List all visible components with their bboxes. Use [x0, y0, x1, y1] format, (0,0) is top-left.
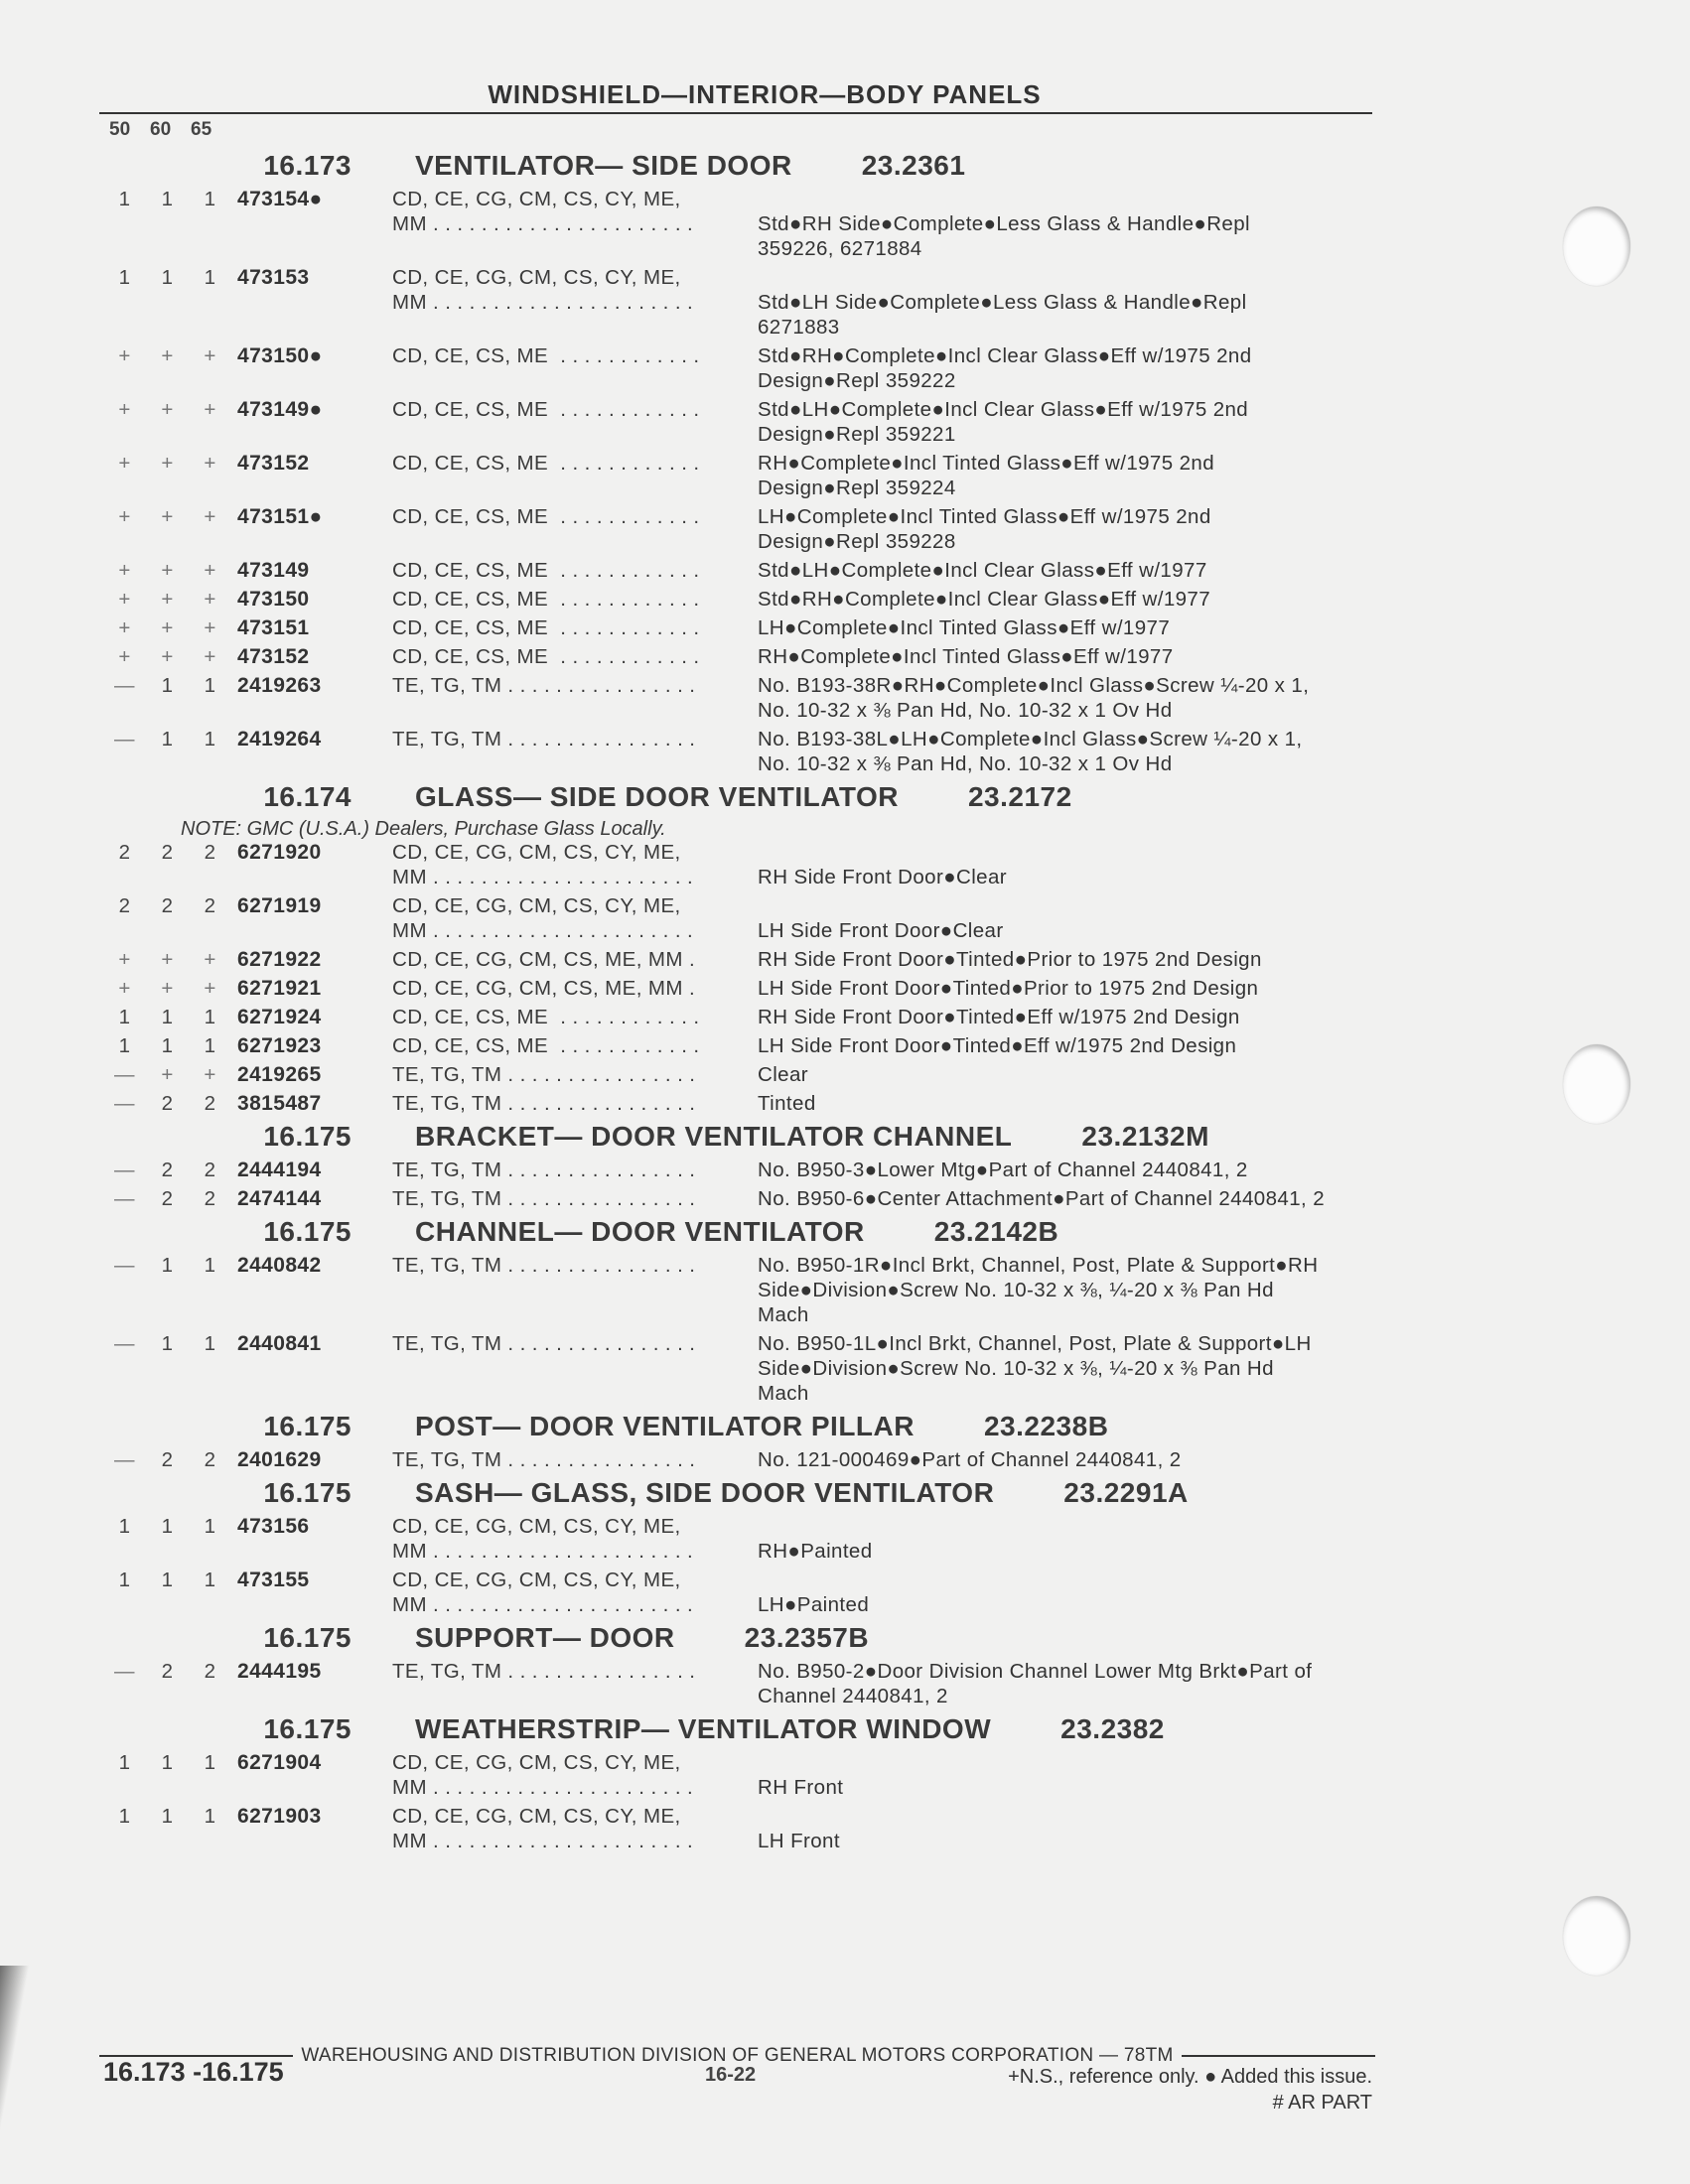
- part-description: Clear: [758, 1063, 808, 1086]
- part-number: 6271919: [237, 894, 322, 917]
- part-description: Std●LH●Complete●Incl Clear Glass●Eff w/1977: [758, 559, 1207, 582]
- quantity-cell: 2: [161, 1448, 174, 1471]
- part-row: [103, 1568, 1394, 1617]
- model-codes: TE, TG, TM . . . . . . . . . . . . . . . .: [392, 1254, 696, 1277]
- quantity-cell: +: [161, 398, 174, 421]
- quantity-cell: 2: [161, 894, 174, 917]
- section-number: 16.175: [263, 1622, 352, 1653]
- quantity-cell: +: [161, 948, 174, 971]
- part-number: 473152: [237, 452, 310, 475]
- part-description: Std●RH Side●Complete●Less Glass & Handle●Repl 359226, 6271884: [758, 212, 1250, 260]
- quantity-cell: 1: [204, 266, 216, 289]
- quantity-cell: 1: [161, 1034, 174, 1057]
- model-codes: CD, CE, CG, CM, CS, CY, ME, MM . . . . . . . . . . . . . . . . . . . . . .: [392, 1805, 694, 1852]
- part-description: RH●Painted: [758, 1540, 873, 1563]
- quantity-cell: +: [118, 948, 131, 971]
- section-heading: [103, 1472, 1394, 1514]
- part-description: LH●Painted: [758, 1593, 870, 1616]
- quantity-cell: +: [118, 977, 131, 1000]
- part-number: 6271921: [237, 977, 322, 1000]
- model-codes: CD, CE, CG, CM, CS, CY, ME, MM . . . . . . . . . . . . . . . . . . . . . .: [392, 1751, 694, 1799]
- part-row: [103, 504, 1394, 554]
- part-row: [103, 1091, 1394, 1116]
- quantity-cell: 1: [161, 1515, 174, 1538]
- part-number: 473151●: [237, 505, 323, 528]
- section-title: CHANNEL— DOOR VENTILATOR: [415, 1216, 865, 1247]
- part-description: RH Side Front Door●Tinted●Eff w/1975 2nd Design: [758, 1006, 1240, 1028]
- section-code: 23.2291A: [1063, 1477, 1189, 1508]
- quantity-cell: +: [204, 344, 216, 367]
- part-row: [103, 673, 1394, 723]
- quantity-cell: +: [118, 588, 131, 611]
- quantity-cell: 1: [118, 1006, 131, 1028]
- quantity-cell: 2: [161, 1187, 174, 1210]
- quantity-cell: —: [114, 1660, 135, 1683]
- part-description: LH Side Front Door●Clear: [758, 919, 1004, 942]
- quantity-cell: —: [114, 1159, 135, 1181]
- section-number: 16.175: [263, 1411, 352, 1441]
- part-row: [103, 947, 1394, 972]
- part-row: [103, 840, 1394, 889]
- section-code: 23.2142B: [933, 1216, 1059, 1247]
- part-number: 2444194: [237, 1159, 322, 1181]
- quantity-cell: 2: [161, 1660, 174, 1683]
- quantity-cell: —: [114, 1254, 135, 1277]
- part-row: [103, 1158, 1394, 1182]
- model-codes: CD, CE, CS, ME . . . . . . . . . . . .: [392, 1034, 700, 1057]
- part-description: RH●Complete●Incl Tinted Glass●Eff w/1975 2nd Design●Repl 359224: [758, 452, 1215, 499]
- part-number: 473151: [237, 616, 310, 639]
- quantity-cell: 1: [161, 728, 174, 751]
- quantity-cell: —: [114, 1187, 135, 1210]
- quantity-cell: 1: [161, 188, 174, 210]
- quantity-cell: 1: [161, 674, 174, 697]
- quantity-cell: +: [204, 588, 216, 611]
- binder-hole: [1563, 1896, 1630, 1976]
- model-codes: TE, TG, TM . . . . . . . . . . . . . . . .: [392, 1448, 696, 1471]
- part-description: LH●Complete●Incl Tinted Glass●Eff w/1975 2nd Design●Repl 359228: [758, 505, 1211, 553]
- model-codes: CD, CE, CG, CM, CS, CY, ME, MM . . . . . . . . . . . . . . . . . . . . . .: [392, 894, 694, 942]
- quantity-cell: 1: [161, 1569, 174, 1591]
- quantity-cell: 2: [161, 841, 174, 864]
- quantity-cell: 1: [204, 1332, 216, 1355]
- part-row: [103, 451, 1394, 500]
- model-codes: CD, CE, CS, ME . . . . . . . . . . . .: [392, 616, 700, 639]
- section-code: 23.2361: [861, 150, 966, 181]
- section-code: 23.2382: [1060, 1713, 1165, 1744]
- parts-list: [103, 145, 1394, 1853]
- quantity-cell: 2: [204, 1448, 216, 1471]
- part-number: 6271922: [237, 948, 322, 971]
- section-heading: [103, 1211, 1394, 1253]
- quantity-cell: +: [118, 398, 131, 421]
- part-row: [103, 1331, 1394, 1406]
- part-row: [103, 343, 1394, 393]
- model-codes: CD, CE, CS, ME . . . . . . . . . . . .: [392, 452, 700, 475]
- part-row: [103, 1186, 1394, 1211]
- part-description: No. B950-1L●Incl Brkt, Channel, Post, Plate & Support●LH Side●Division●Screw No. 10-32 x ⅜, ¼-20 x ⅜ Pan Hd Mach: [758, 1332, 1312, 1405]
- quantity-cell: 2: [204, 894, 216, 917]
- quantity-cell: +: [204, 398, 216, 421]
- part-description: No. 121-000469●Part of Channel 2440841, 2: [758, 1448, 1182, 1471]
- quantity-cell: 1: [204, 1034, 216, 1057]
- model-codes: CD, CE, CS, ME . . . . . . . . . . . .: [392, 344, 700, 367]
- quantity-cell: +: [204, 559, 216, 582]
- quantity-cell: 1: [118, 1805, 131, 1828]
- section-heading: [103, 145, 1394, 187]
- section-number: 16.175: [263, 1216, 352, 1247]
- quantity-cell: 1: [204, 1569, 216, 1591]
- column-header: 50: [109, 119, 131, 140]
- quantity-cell: 1: [161, 1751, 174, 1774]
- quantity-cell: —: [114, 1332, 135, 1355]
- model-codes: TE, TG, TM . . . . . . . . . . . . . . . .: [392, 1660, 696, 1683]
- part-row: [103, 558, 1394, 583]
- part-number: 473149●: [237, 398, 323, 421]
- quantity-cell: 1: [204, 1805, 216, 1828]
- quantity-cell: +: [204, 452, 216, 475]
- part-number: 6271920: [237, 841, 322, 864]
- part-row: [103, 727, 1394, 776]
- part-description: Std●RH●Complete●Incl Clear Glass●Eff w/1977: [758, 588, 1211, 611]
- part-number: 6271904: [237, 1751, 322, 1774]
- quantity-cell: +: [161, 977, 174, 1000]
- model-codes: TE, TG, TM . . . . . . . . . . . . . . . .: [392, 674, 696, 697]
- section-title: WEATHERSTRIP— VENTILATOR WINDOW: [415, 1713, 992, 1744]
- quantity-cell: +: [204, 948, 216, 971]
- section-code: 23.2238B: [983, 1411, 1109, 1441]
- quantity-cell: 1: [118, 1034, 131, 1057]
- model-codes: CD, CE, CS, ME . . . . . . . . . . . .: [392, 559, 700, 582]
- quantity-cell: —: [114, 674, 135, 697]
- part-number: 473152: [237, 645, 310, 668]
- section-number: 16.173: [263, 150, 352, 181]
- part-number: 6271903: [237, 1805, 322, 1828]
- part-number: 2401629: [237, 1448, 322, 1471]
- quantity-cell: 1: [161, 1006, 174, 1028]
- part-description: LH Front: [758, 1830, 840, 1852]
- part-description: No. B950-6●Center Attachment●Part of Channel 2440841, 2: [758, 1187, 1325, 1210]
- part-description: No. B193-38R●RH●Complete●Incl Glass●Screw ¼-20 x 1, No. 10-32 x ⅜ Pan Hd, No. 10-32 x 1 Ov Hd: [758, 674, 1310, 722]
- section-title: SASH— GLASS, SIDE DOOR VENTILATOR: [415, 1477, 995, 1508]
- column-headers: [109, 119, 231, 141]
- model-codes: CD, CE, CG, CM, CS, CY, ME, MM . . . . . . . . . . . . . . . . . . . . . .: [392, 1515, 694, 1563]
- quantity-cell: +: [204, 977, 216, 1000]
- model-codes: CD, CE, CG, CM, CS, ME, MM .: [392, 977, 696, 1000]
- section-title: VENTILATOR— SIDE DOOR: [415, 150, 792, 181]
- part-number: 473149: [237, 559, 310, 582]
- quantity-cell: +: [118, 559, 131, 582]
- model-codes: CD, CE, CS, ME . . . . . . . . . . . .: [392, 1006, 700, 1028]
- part-row: [103, 976, 1394, 1001]
- part-row: [103, 644, 1394, 669]
- quantity-cell: —: [114, 728, 135, 751]
- part-number: 473150●: [237, 344, 323, 367]
- part-number: 2440842: [237, 1254, 322, 1277]
- section-number: 16.175: [263, 1121, 352, 1152]
- part-number: 2474144: [237, 1187, 322, 1210]
- part-number: 6271924: [237, 1006, 322, 1028]
- part-description: RH●Complete●Incl Tinted Glass●Eff w/1977: [758, 645, 1174, 668]
- section-heading: [103, 776, 1394, 818]
- quantity-cell: 1: [204, 1254, 216, 1277]
- quantity-cell: +: [204, 616, 216, 639]
- model-codes: TE, TG, TM . . . . . . . . . . . . . . . .: [392, 1063, 696, 1086]
- section-title: BRACKET— DOOR VENTILATOR CHANNEL: [415, 1121, 1013, 1152]
- quantity-cell: 1: [204, 728, 216, 751]
- part-number: 2440841: [237, 1332, 322, 1355]
- quantity-cell: 1: [161, 1805, 174, 1828]
- part-number: 473154●: [237, 188, 323, 210]
- part-row: [103, 187, 1394, 261]
- binder-hole: [1563, 1044, 1630, 1124]
- part-row: [103, 615, 1394, 640]
- quantity-cell: +: [204, 645, 216, 668]
- section-heading: [103, 1708, 1394, 1750]
- quantity-cell: 2: [161, 1159, 174, 1181]
- quantity-cell: 1: [118, 188, 131, 210]
- part-description: Std●RH●Complete●Incl Clear Glass●Eff w/1975 2nd Design●Repl 359222: [758, 344, 1252, 392]
- part-row: [103, 265, 1394, 340]
- part-number: 473155: [237, 1569, 310, 1591]
- part-row: [103, 587, 1394, 612]
- quantity-cell: 1: [118, 266, 131, 289]
- part-number: 2419264: [237, 728, 322, 751]
- quantity-cell: +: [161, 588, 174, 611]
- footer-section-range: 16.173 -16.175: [103, 2057, 284, 2087]
- quantity-cell: +: [204, 505, 216, 528]
- quantity-cell: +: [118, 645, 131, 668]
- part-description: No. B950-1R●Incl Brkt, Channel, Post, Plate & Support●RH Side●Division●Screw No. 10-32 x ⅜, ¼-20 x ⅜ Pan Hd Mach: [758, 1254, 1319, 1326]
- footer-legend-line: +N.S., reference only. ● Added this issue.: [1008, 2066, 1372, 2088]
- part-number: 2419263: [237, 674, 322, 697]
- model-codes: TE, TG, TM . . . . . . . . . . . . . . . .: [392, 728, 696, 751]
- page-title: WINDSHIELD—INTERIOR—BODY PANELS: [488, 79, 1042, 109]
- header-rule: [99, 112, 1372, 114]
- quantity-cell: 2: [204, 1159, 216, 1181]
- part-row: [103, 1659, 1394, 1708]
- part-description: Tinted: [758, 1092, 816, 1115]
- section-code: 23.2132M: [1081, 1121, 1209, 1152]
- quantity-cell: 1: [161, 1332, 174, 1355]
- quantity-cell: 1: [118, 1751, 131, 1774]
- model-codes: TE, TG, TM . . . . . . . . . . . . . . . .: [392, 1332, 696, 1355]
- quantity-cell: 1: [161, 266, 174, 289]
- part-description: No. B950-2●Door Division Channel Lower Mtg Brkt●Part of Channel 2440841, 2: [758, 1660, 1313, 1707]
- section-heading: [103, 1116, 1394, 1158]
- section-title: SUPPORT— DOOR: [415, 1622, 675, 1653]
- part-row: [103, 1033, 1394, 1058]
- quantity-cell: —: [114, 1448, 135, 1471]
- column-header: 60: [150, 119, 172, 140]
- section-title: GLASS— SIDE DOOR VENTILATOR: [415, 781, 899, 812]
- section-number: 16.175: [263, 1477, 352, 1508]
- quantity-cell: 2: [118, 841, 131, 864]
- part-row: [103, 397, 1394, 447]
- section-code: 23.2357B: [744, 1622, 870, 1653]
- quantity-cell: 1: [204, 1751, 216, 1774]
- model-codes: CD, CE, CG, CM, CS, CY, ME, MM . . . . . . . . . . . . . . . . . . . . . .: [392, 188, 694, 235]
- quantity-cell: +: [118, 344, 131, 367]
- part-description: LH Side Front Door●Tinted●Eff w/1975 2nd Design: [758, 1034, 1237, 1057]
- section-heading: [103, 1406, 1394, 1447]
- section-number: 16.174: [263, 781, 352, 812]
- part-description: LH Side Front Door●Tinted●Prior to 1975 2nd Design: [758, 977, 1259, 1000]
- quantity-cell: 2: [204, 1660, 216, 1683]
- model-codes: CD, CE, CS, ME . . . . . . . . . . . .: [392, 645, 700, 668]
- part-number: 6271923: [237, 1034, 322, 1057]
- quantity-cell: 1: [118, 1515, 131, 1538]
- quantity-cell: +: [161, 505, 174, 528]
- part-description: RH Front: [758, 1776, 844, 1799]
- part-description: Std●LH●Complete●Incl Clear Glass●Eff w/1975 2nd Design●Repl 359221: [758, 398, 1249, 446]
- model-codes: TE, TG, TM . . . . . . . . . . . . . . . .: [392, 1187, 696, 1210]
- footer-legend: [894, 2064, 1372, 2116]
- section-heading: [103, 1617, 1394, 1659]
- model-codes: CD, CE, CS, ME . . . . . . . . . . . .: [392, 398, 700, 421]
- part-number: 2444195: [237, 1660, 322, 1683]
- part-row: [103, 1253, 1394, 1327]
- part-description: No. B950-3●Lower Mtg●Part of Channel 2440841, 2: [758, 1159, 1248, 1181]
- part-description: No. B193-38L●LH●Complete●Incl Glass●Screw ¼-20 x 1, No. 10-32 x ⅜ Pan Hd, No. 10-32 x 1 Ov Hd: [758, 728, 1303, 775]
- quantity-cell: 1: [118, 1569, 131, 1591]
- quantity-cell: —: [114, 1063, 135, 1086]
- part-row: [103, 1447, 1394, 1472]
- quantity-cell: +: [204, 1063, 216, 1086]
- model-codes: TE, TG, TM . . . . . . . . . . . . . . . .: [392, 1159, 696, 1181]
- quantity-cell: +: [118, 616, 131, 639]
- part-number: 473150: [237, 588, 310, 611]
- part-row: [103, 1804, 1394, 1853]
- quantity-cell: +: [161, 616, 174, 639]
- model-codes: CD, CE, CG, CM, CS, ME, MM .: [392, 948, 696, 971]
- part-number: 2419265: [237, 1063, 322, 1086]
- quantity-cell: 2: [118, 894, 131, 917]
- model-codes: CD, CE, CS, ME . . . . . . . . . . . .: [392, 505, 700, 528]
- quantity-cell: 1: [161, 1254, 174, 1277]
- part-number: 473153: [237, 266, 310, 289]
- quantity-cell: +: [161, 645, 174, 668]
- model-codes: CD, CE, CG, CM, CS, CY, ME, MM . . . . . . . . . . . . . . . . . . . . . .: [392, 266, 694, 314]
- part-row: [103, 893, 1394, 943]
- quantity-cell: +: [118, 505, 131, 528]
- part-row: [103, 1062, 1394, 1087]
- quantity-cell: 2: [204, 1187, 216, 1210]
- part-row: [103, 1005, 1394, 1029]
- quantity-cell: 2: [161, 1092, 174, 1115]
- quantity-cell: 1: [204, 188, 216, 210]
- section-number: 16.175: [263, 1713, 352, 1744]
- model-codes: CD, CE, CG, CM, CS, CY, ME, MM . . . . . . . . . . . . . . . . . . . . . .: [392, 1569, 694, 1616]
- model-codes: CD, CE, CG, CM, CS, CY, ME, MM . . . . . . . . . . . . . . . . . . . . . .: [392, 841, 694, 888]
- binder-hole: [1563, 206, 1630, 286]
- quantity-cell: +: [161, 344, 174, 367]
- part-description: RH Side Front Door●Clear: [758, 866, 1007, 888]
- quantity-cell: 1: [204, 674, 216, 697]
- quantity-cell: —: [114, 1092, 135, 1115]
- section-note: NOTE: GMC (U.S.A.) Dealers, Purchase Glass Locally.: [181, 818, 666, 840]
- quantity-cell: +: [118, 452, 131, 475]
- footer-rule: [1182, 2055, 1375, 2057]
- quantity-cell: +: [161, 1063, 174, 1086]
- section-code: 23.2172: [967, 781, 1072, 812]
- model-codes: TE, TG, TM . . . . . . . . . . . . . . . .: [392, 1092, 696, 1115]
- model-codes: CD, CE, CS, ME . . . . . . . . . . . .: [392, 588, 700, 611]
- part-number: 3815487: [237, 1092, 322, 1115]
- part-row: [103, 1514, 1394, 1564]
- footer-division: WAREHOUSING AND DISTRIBUTION DIVISION OF GENERAL MOTORS CORPORATION — 78TM: [301, 2045, 1174, 2066]
- quantity-cell: 1: [204, 1006, 216, 1028]
- quantity-cell: +: [161, 452, 174, 475]
- quantity-cell: 1: [204, 1515, 216, 1538]
- part-description: LH●Complete●Incl Tinted Glass●Eff w/1977: [758, 616, 1171, 639]
- quantity-cell: 2: [204, 841, 216, 864]
- footer-legend-line: # AR PART: [1272, 2092, 1372, 2114]
- section-title: POST— DOOR VENTILATOR PILLAR: [415, 1411, 915, 1441]
- page-edge-shadow: [0, 1966, 60, 2184]
- column-header: 65: [191, 119, 212, 140]
- footer-page-number: 16-22: [705, 2064, 757, 2086]
- quantity-cell: +: [161, 559, 174, 582]
- part-description: RH Side Front Door●Tinted●Prior to 1975 2nd Design: [758, 948, 1262, 971]
- quantity-cell: 2: [204, 1092, 216, 1115]
- part-row: [103, 1750, 1394, 1800]
- part-description: Std●LH Side●Complete●Less Glass & Handle●Repl 6271883: [758, 291, 1247, 339]
- part-number: 473156: [237, 1515, 310, 1538]
